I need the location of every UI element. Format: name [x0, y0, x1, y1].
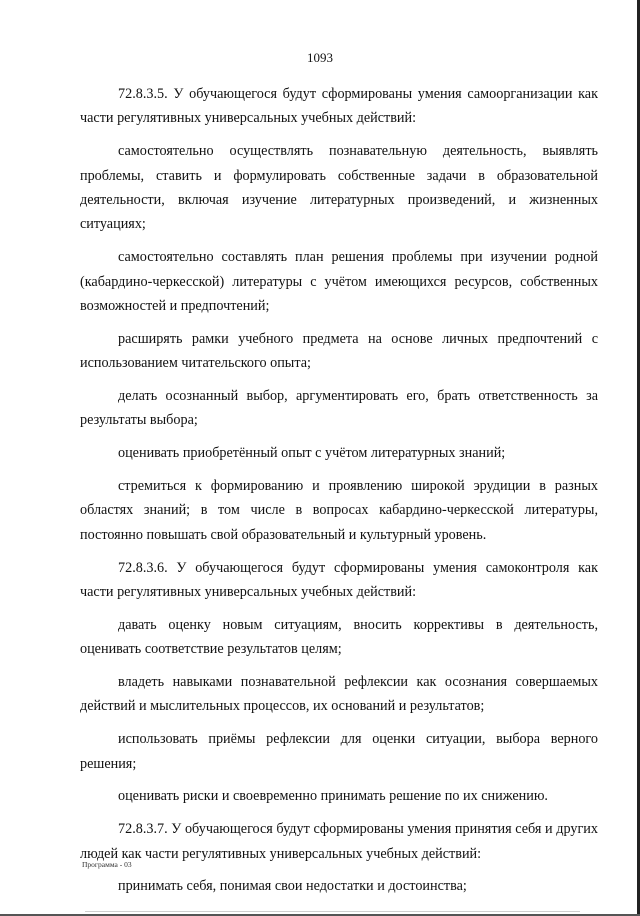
paragraph: владеть навыками познавательной рефлексии как осознания совершаемых действий и мыслительных процессов, их оснований и результатов;	[80, 674, 598, 715]
paragraph: давать оценку новым ситуациям, вносить коррективы в деятельность, оценивать соответствие результатов целям;	[80, 616, 598, 658]
paragraph: оценивать риски и своевременно принимать решение по их снижению.	[118, 788, 548, 805]
paragraph: принимать себя, понимая свои недостатки и достоинства;	[118, 878, 467, 895]
paragraph: самостоятельно составлять план решения проблемы при изучении родной (кабардино-черкесской) литературы с учётом имеющихся ресурсов, собственных возможностей и предпочтений;	[80, 249, 598, 315]
paragraph-section-72-8-3-6: 72.8.3.6. У обучающегося будут сформированы умения самоконтроля как части регулятивных универсальных учебных действий:	[80, 559, 598, 601]
paragraph: делать осознанный выбор, аргументировать его, брать ответственность за результаты выбора;	[80, 388, 598, 429]
paragraph: оценивать приобретённый опыт с учётом литературных знаний;	[118, 445, 506, 462]
paragraph: самостоятельно осуществлять познавательную деятельность, выявлять проблемы, ставить и формулировать собственные задачи в образовательной деятельности, включая изучение литературных произведений, и жизненных ситуациях;	[80, 143, 598, 233]
page-body	[80, 82, 598, 907]
footer-program-label: Программа - 03	[82, 860, 132, 869]
paragraph-section-72-8-3-5: 72.8.3.5. У обучающегося будут сформированы умения самоорганизации как части регулятивных универсальных учебных действий:	[80, 86, 598, 127]
page-number: 1093	[307, 50, 333, 65]
paragraph: использовать приёмы рефлексии для оценки ситуации, выбора верного решения;	[80, 731, 598, 772]
bottom-rule	[85, 911, 580, 912]
paragraph: стремиться к формированию и проявлению широкой эрудиции в разных областях знаний; в том числе в вопросах кабардино-черкесской литературы, постоянно повышать свой образовательный и культурный уровень.	[80, 478, 598, 543]
paragraph: расширять рамки учебного предмета на основе личных предпочтений с использованием читательского опыта;	[80, 330, 598, 372]
paragraph-section-72-8-3-7: 72.8.3.7. У обучающегося будут сформированы умения принятия себя и других людей как части регулятивных универсальных учебных действий:	[80, 821, 598, 862]
